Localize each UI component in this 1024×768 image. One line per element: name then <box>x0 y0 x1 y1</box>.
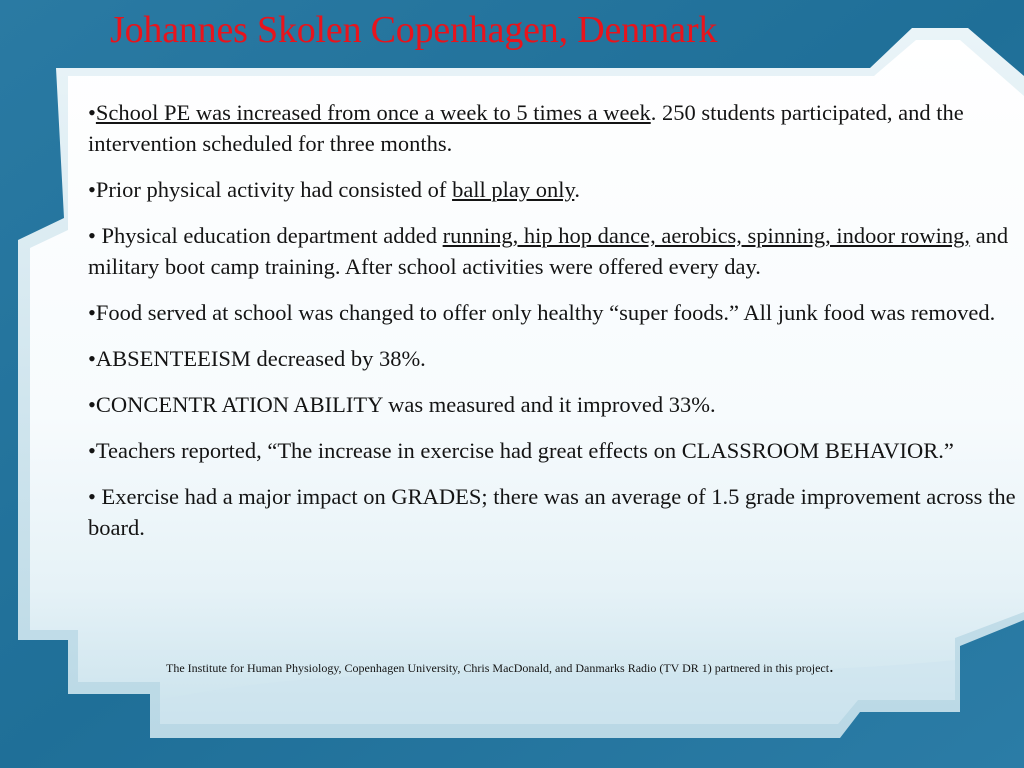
footnote <box>166 656 986 677</box>
bullet-text: . 250 students participated, and the intervention scheduled for three months. <box>88 100 964 156</box>
bullet-underlined-text: School PE was increased from once a week to 5 times a week <box>95 100 651 125</box>
bullet-item: •Teachers reported, “The increase in exercise had great effects on CLASSROOM BEHAVIOR.” <box>88 438 954 463</box>
bullet-item <box>88 220 1018 282</box>
footnote-period: . <box>829 656 834 676</box>
bullet-underlined-text: running, hip hop dance, aerobics, spinning, indoor rowing, <box>442 223 971 248</box>
bullet-text: • Physical education department added <box>88 223 443 248</box>
bullet-item: •ABSENTEEISM decreased by 38%. <box>88 346 426 371</box>
bullet-item: •CONCENTR ATION ABILITY was measured and it improved 33%. <box>88 392 716 417</box>
bullet-item <box>88 174 1018 205</box>
bullet-list <box>88 97 1018 558</box>
bullet-text: •Prior physical activity had consisted of <box>88 177 453 202</box>
bullet-item: •Food served at school was changed to offer only healthy “super foods.” All junk food was removed. <box>88 300 996 325</box>
bullet-text: and military boot camp training. After school activities were offered every day. <box>88 223 1009 279</box>
bullet-underlined-text: ball play only <box>452 177 575 202</box>
slide-title: Johannes Skolen Copenhagen, Denmark <box>110 9 718 51</box>
bullet-item: • Exercise had a major impact on GRADES; there was an average of 1.5 grade improvement across the board. <box>88 484 1016 540</box>
bullet-text: . <box>574 177 580 202</box>
bullet-text: • <box>88 100 96 125</box>
bullet-item <box>88 97 1018 159</box>
footnote-text: The Institute for Human Physiology, Copenhagen University, Chris MacDonald, and Danmarks Radio (TV DR 1) partnered in this project <box>166 661 830 675</box>
